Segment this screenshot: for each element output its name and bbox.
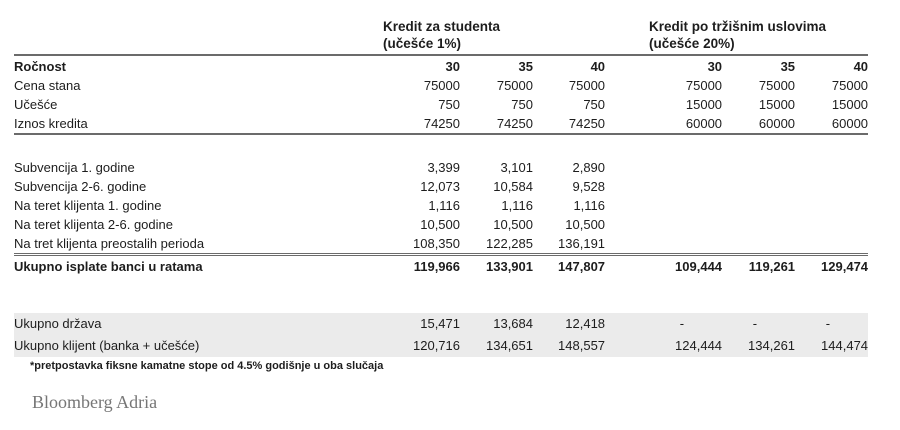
cell: 75000 <box>496 78 533 93</box>
cell <box>795 215 868 234</box>
cell: 120,716 <box>374 335 460 357</box>
group-header-market <box>605 18 868 55</box>
cell <box>605 177 722 196</box>
group-header-market-subtitle: (učešće 20%) <box>649 36 735 51</box>
cell <box>722 215 795 234</box>
cell: 133,901 <box>460 255 533 278</box>
table-row-subvencija-1 <box>14 158 868 177</box>
cell: - <box>722 313 795 335</box>
cell: 109,444 <box>605 255 722 278</box>
cell <box>722 234 795 255</box>
row-label: Subvencija 1. godine <box>14 160 135 175</box>
cell: 119,966 <box>374 255 460 278</box>
cell <box>722 196 795 215</box>
cell: 75000 <box>831 78 869 93</box>
table-row-cena-stana <box>14 76 868 95</box>
cell <box>605 234 722 255</box>
table-row-ucesce <box>14 95 868 114</box>
cell: 74250 <box>533 114 605 134</box>
cell: 12,418 <box>533 313 605 335</box>
cell-maturity: 30 <box>445 58 460 74</box>
spacer-row <box>14 278 868 313</box>
group-header-market-title: Kredit po tržišnim uslovima <box>649 19 827 34</box>
cell <box>722 177 795 196</box>
table-row-na-teret-1 <box>14 196 868 215</box>
cell: 119,261 <box>722 255 795 278</box>
cell: 1,116 <box>428 198 460 213</box>
cell: 13,684 <box>460 313 533 335</box>
cell: 15,471 <box>374 313 460 335</box>
row-label: Na tret klijenta preostalih perioda <box>14 236 205 251</box>
table-row-ukupno-klijent <box>14 335 868 357</box>
table-footnote: *pretpostavka fiksne kamatne stope od 4.5% godišnje u oba slučaja <box>30 359 384 372</box>
table-row-ukupno-isplate <box>14 255 868 278</box>
cell <box>605 215 722 234</box>
cell: 75000 <box>568 78 606 93</box>
cell: 74250 <box>374 114 460 134</box>
cell: 108,350 <box>413 236 460 251</box>
source-attribution: Bloomberg Adria <box>32 391 158 412</box>
table-row-rocnost <box>14 55 868 76</box>
cell: 60000 <box>605 114 722 134</box>
group-header-student-subtitle: (učešće 1%) <box>383 36 462 51</box>
cell: 75000 <box>685 78 723 93</box>
row-label: Iznos kredita <box>14 114 374 134</box>
cell <box>605 196 722 215</box>
cell: 134,651 <box>460 335 533 357</box>
credit-comparison-table <box>14 18 868 357</box>
cell: 1,116 <box>501 198 533 213</box>
cell: 75000 <box>758 78 796 93</box>
row-label: Ukupno država <box>14 313 374 335</box>
spacer-row <box>14 134 868 158</box>
table-group-header-row <box>14 18 868 55</box>
cell: - <box>795 313 868 335</box>
cell: 15000 <box>831 97 869 112</box>
cell: 122,285 <box>486 236 533 251</box>
cell: 74250 <box>460 114 533 134</box>
cell: 1,116 <box>573 198 606 213</box>
cell: 148,557 <box>533 335 605 357</box>
cell: 10,500 <box>420 217 460 232</box>
cell <box>795 158 868 177</box>
cell: 15000 <box>758 97 796 112</box>
cell: 124,444 <box>605 335 722 357</box>
cell-maturity: 35 <box>518 58 533 74</box>
cell: 12,073 <box>420 179 460 194</box>
cell: 3,101 <box>500 160 533 175</box>
cell: 2,890 <box>572 160 606 175</box>
cell <box>795 234 868 255</box>
cell: 147,807 <box>533 255 605 278</box>
cell-maturity: 40 <box>853 58 869 74</box>
cell: 136,191 <box>558 236 606 251</box>
row-label: Cena stana <box>14 78 81 93</box>
cell: 750 <box>511 97 533 112</box>
cell: 144,474 <box>795 335 868 357</box>
cell <box>605 158 722 177</box>
cell: 60000 <box>722 114 795 134</box>
cell <box>795 196 868 215</box>
cell: 129,474 <box>795 255 868 278</box>
cell: 750 <box>583 97 606 112</box>
table-row-na-teret-2-6 <box>14 215 868 234</box>
cell: 75000 <box>423 78 460 93</box>
row-label: Ukupno klijent (banka + učešće) <box>14 335 374 357</box>
row-label: Učešće <box>14 97 58 112</box>
table-row-subvencija-2-6 <box>14 177 868 196</box>
table-row-iznos-kredita <box>14 114 868 134</box>
cell: - <box>605 313 722 335</box>
cell: 9,528 <box>572 179 606 194</box>
cell: 10,500 <box>493 217 533 232</box>
cell: 15000 <box>685 97 723 112</box>
row-label: Subvencija 2-6. godine <box>14 179 147 194</box>
table-row-ukupno-drzava <box>14 313 868 335</box>
row-label: Na teret klijenta 1. godine <box>14 198 162 213</box>
cell: 60000 <box>795 114 868 134</box>
cell: 750 <box>438 97 460 112</box>
cell <box>795 177 868 196</box>
group-header-student <box>374 18 605 55</box>
row-label: Ukupno isplate banci u ratama <box>14 255 374 278</box>
cell <box>722 158 795 177</box>
cell-maturity: 40 <box>590 58 606 74</box>
cell: 10,500 <box>565 217 606 232</box>
table-row-na-tret-preostalih <box>14 234 868 255</box>
group-header-empty-cell <box>14 18 374 55</box>
cell: 10,584 <box>493 179 533 194</box>
row-label: Na teret klijenta 2-6. godine <box>14 217 173 232</box>
cell-maturity: 30 <box>707 58 723 74</box>
cell-maturity: 35 <box>780 58 796 74</box>
group-header-student-title: Kredit za studenta <box>383 19 501 34</box>
row-label: Ročnost <box>14 58 66 74</box>
cell: 3,399 <box>427 160 460 175</box>
cell: 134,261 <box>722 335 795 357</box>
